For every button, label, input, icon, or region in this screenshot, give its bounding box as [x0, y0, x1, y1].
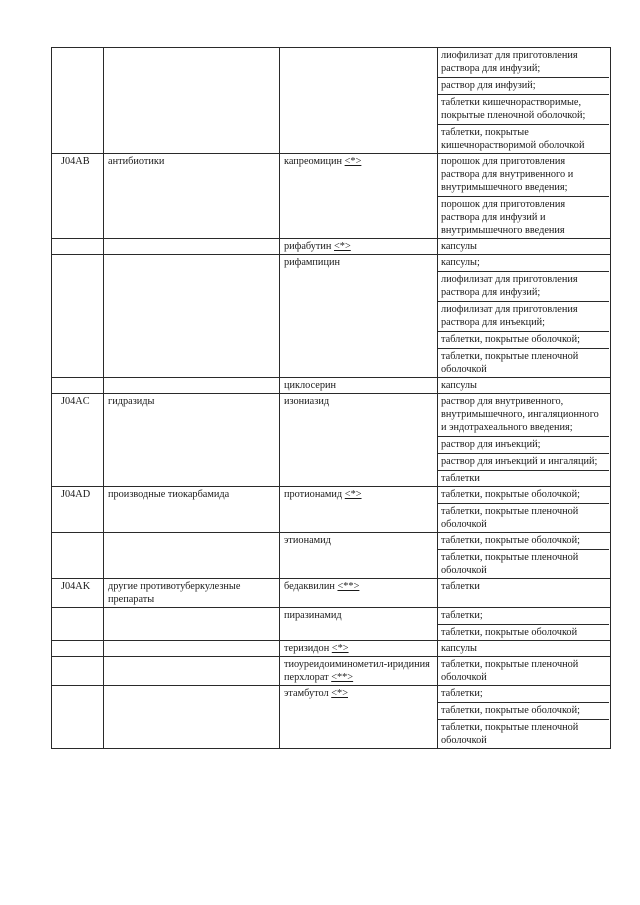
form-divider	[438, 436, 609, 437]
dosage-forms-cell	[438, 686, 611, 749]
drug-name-cell	[280, 154, 438, 239]
drug-name-cell	[280, 255, 438, 378]
drug-name: пиразинамид	[284, 610, 342, 621]
drug-name-cell	[280, 239, 438, 255]
form-divider	[438, 348, 609, 349]
dosage-form: таблетки, покрытые пленочной оболочкой	[441, 552, 579, 576]
drug-name: рифабутин	[284, 241, 332, 252]
group-cell: антибиотики	[104, 154, 280, 239]
dosage-form: таблетки, покрытые оболочкой;	[441, 489, 580, 500]
drug-name-cell	[280, 579, 438, 608]
table-row	[52, 686, 611, 749]
dosage-form: капсулы	[441, 241, 477, 252]
drug-name-cell	[280, 48, 438, 154]
footnote-reference[interactable]: <*>	[344, 489, 362, 500]
footnote-reference[interactable]: <**>	[331, 672, 354, 683]
dosage-form: таблетки;	[441, 610, 483, 621]
dosage-form: порошок для приготовления раствора для инфузий и внутримышечного введения	[441, 199, 566, 236]
group-cell	[104, 255, 280, 378]
form-divider	[438, 719, 609, 720]
table-row	[52, 394, 611, 487]
atc-code-cell: J04AK	[52, 579, 104, 608]
drug-name-cell	[280, 608, 438, 641]
footnote-reference[interactable]: <*>	[331, 643, 349, 654]
atc-code-cell: J04AB	[52, 154, 104, 239]
dosage-form: таблетки, покрытые пленочной оболочкой	[441, 506, 579, 530]
dosage-form: таблетки, покрытые пленочной оболочкой	[441, 722, 579, 746]
group-cell: гидразиды	[104, 394, 280, 487]
table-row	[52, 579, 611, 608]
dosage-form: раствор для инъекций и ингаляций;	[441, 456, 598, 467]
group-cell	[104, 378, 280, 394]
dosage-forms-cell	[438, 255, 611, 378]
drug-name: тиоуреидоиминометил-иридиния перхлорат	[284, 659, 430, 683]
table-row	[52, 378, 611, 394]
footnote-reference[interactable]: <*>	[331, 688, 348, 699]
dosage-form: таблетки;	[441, 688, 483, 699]
form-divider	[438, 549, 609, 550]
dosage-form: лиофилизат для приготовления раствора для инфузий;	[441, 50, 578, 74]
dosage-form: таблетки	[441, 581, 480, 592]
drug-name: капреомицин	[284, 156, 343, 167]
group-cell: производные тиокарбамида	[104, 487, 280, 533]
form-divider	[438, 77, 609, 78]
drug-name-cell	[280, 394, 438, 487]
drug-name-cell	[280, 657, 438, 686]
drug-table-body	[52, 48, 611, 749]
dosage-forms-cell	[438, 239, 611, 255]
table-row	[52, 641, 611, 657]
group-cell	[104, 239, 280, 255]
group-cell	[104, 657, 280, 686]
table-row	[52, 533, 611, 579]
form-divider	[438, 94, 609, 95]
form-divider	[438, 331, 609, 332]
atc-code-cell	[52, 657, 104, 686]
dosage-forms-cell	[438, 579, 611, 608]
dosage-form: раствор для внутривенного, внутримышечного, ингаляционного и эндотрахеального введения;	[441, 396, 599, 433]
group-cell	[104, 533, 280, 579]
group-cell	[104, 48, 280, 154]
form-divider	[438, 624, 609, 625]
form-divider	[438, 453, 609, 454]
dosage-forms-cell	[438, 154, 611, 239]
atc-code-cell	[52, 608, 104, 641]
dosage-forms-cell	[438, 641, 611, 657]
dosage-forms-cell	[438, 487, 611, 533]
drug-name: рифампицин	[284, 257, 340, 268]
form-divider	[438, 301, 609, 302]
atc-code-cell: J04AC	[52, 394, 104, 487]
drug-name: этамбутол	[284, 688, 329, 699]
dosage-form: таблетки, покрытые оболочкой;	[441, 334, 580, 345]
group-cell	[104, 686, 280, 749]
table-row	[52, 608, 611, 641]
dosage-form: капсулы;	[441, 257, 480, 268]
form-divider	[438, 702, 609, 703]
drug-name: бедаквилин	[284, 581, 335, 592]
footnote-reference[interactable]: <*>	[334, 241, 351, 252]
drug-name-cell	[280, 487, 438, 533]
dosage-form: капсулы	[441, 643, 477, 654]
drug-name: этионамид	[284, 535, 331, 546]
group-cell	[104, 608, 280, 641]
atc-code-cell	[52, 686, 104, 749]
dosage-form: таблетки, покрытые оболочкой;	[441, 705, 580, 716]
drug-name: циклосерин	[284, 380, 337, 391]
dosage-form: таблетки	[441, 473, 480, 484]
dosage-form: капсулы	[441, 380, 477, 391]
atc-code-cell	[52, 378, 104, 394]
table-row	[52, 255, 611, 378]
form-divider	[438, 470, 609, 471]
dosage-forms-cell	[438, 533, 611, 579]
group-cell: другие противотуберкулезные препараты	[104, 579, 280, 608]
drug-name-cell	[280, 533, 438, 579]
footnote-reference[interactable]: <**>	[337, 581, 360, 592]
drug-name-cell	[280, 378, 438, 394]
dosage-forms-cell	[438, 48, 611, 154]
atc-code-cell	[52, 255, 104, 378]
dosage-form: раствор для инфузий;	[441, 80, 536, 91]
dosage-form: порошок для приготовления раствора для внутривенного и внутримышечного введения;	[441, 156, 574, 193]
footnote-reference[interactable]: <*>	[344, 156, 362, 167]
table-row	[52, 239, 611, 255]
form-divider	[438, 271, 609, 272]
drug-name-cell	[280, 641, 438, 657]
atc-code-cell	[52, 48, 104, 154]
table-row	[52, 48, 611, 154]
dosage-form: таблетки, покрытые пленочной оболочкой	[441, 351, 579, 375]
dosage-form: раствор для инъекций;	[441, 439, 541, 450]
dosage-form: таблетки, покрытые оболочкой;	[441, 535, 580, 546]
drug-name-cell	[280, 686, 438, 749]
atc-code-cell	[52, 239, 104, 255]
dosage-form: таблетки, покрытые оболочкой	[441, 627, 578, 638]
drug-table	[51, 47, 611, 749]
dosage-form: таблетки кишечнорастворимые, покрытые пленочной оболочкой;	[441, 97, 586, 121]
dosage-form: лиофилизат для приготовления раствора для инъекций;	[441, 304, 578, 328]
dosage-forms-cell	[438, 657, 611, 686]
drug-name: протионамид	[284, 489, 343, 500]
table-row	[52, 657, 611, 686]
form-divider	[438, 124, 609, 125]
atc-code-cell: J04AD	[52, 487, 104, 533]
drug-name: изониазид	[284, 396, 330, 407]
dosage-forms-cell	[438, 608, 611, 641]
atc-code-cell	[52, 533, 104, 579]
dosage-form: таблетки, покрытые пленочной оболочкой	[441, 659, 579, 683]
dosage-form: лиофилизат для приготовления раствора для инфузий;	[441, 274, 578, 298]
group-cell	[104, 641, 280, 657]
drug-name: теризидон	[284, 643, 330, 654]
table-row	[52, 487, 611, 533]
form-divider	[438, 503, 609, 504]
dosage-forms-cell	[438, 394, 611, 487]
table-row	[52, 154, 611, 239]
atc-code-cell	[52, 641, 104, 657]
dosage-forms-cell	[438, 378, 611, 394]
form-divider	[438, 196, 609, 197]
dosage-form: таблетки, покрытые кишечнорастворимой оболочкой	[441, 127, 585, 151]
